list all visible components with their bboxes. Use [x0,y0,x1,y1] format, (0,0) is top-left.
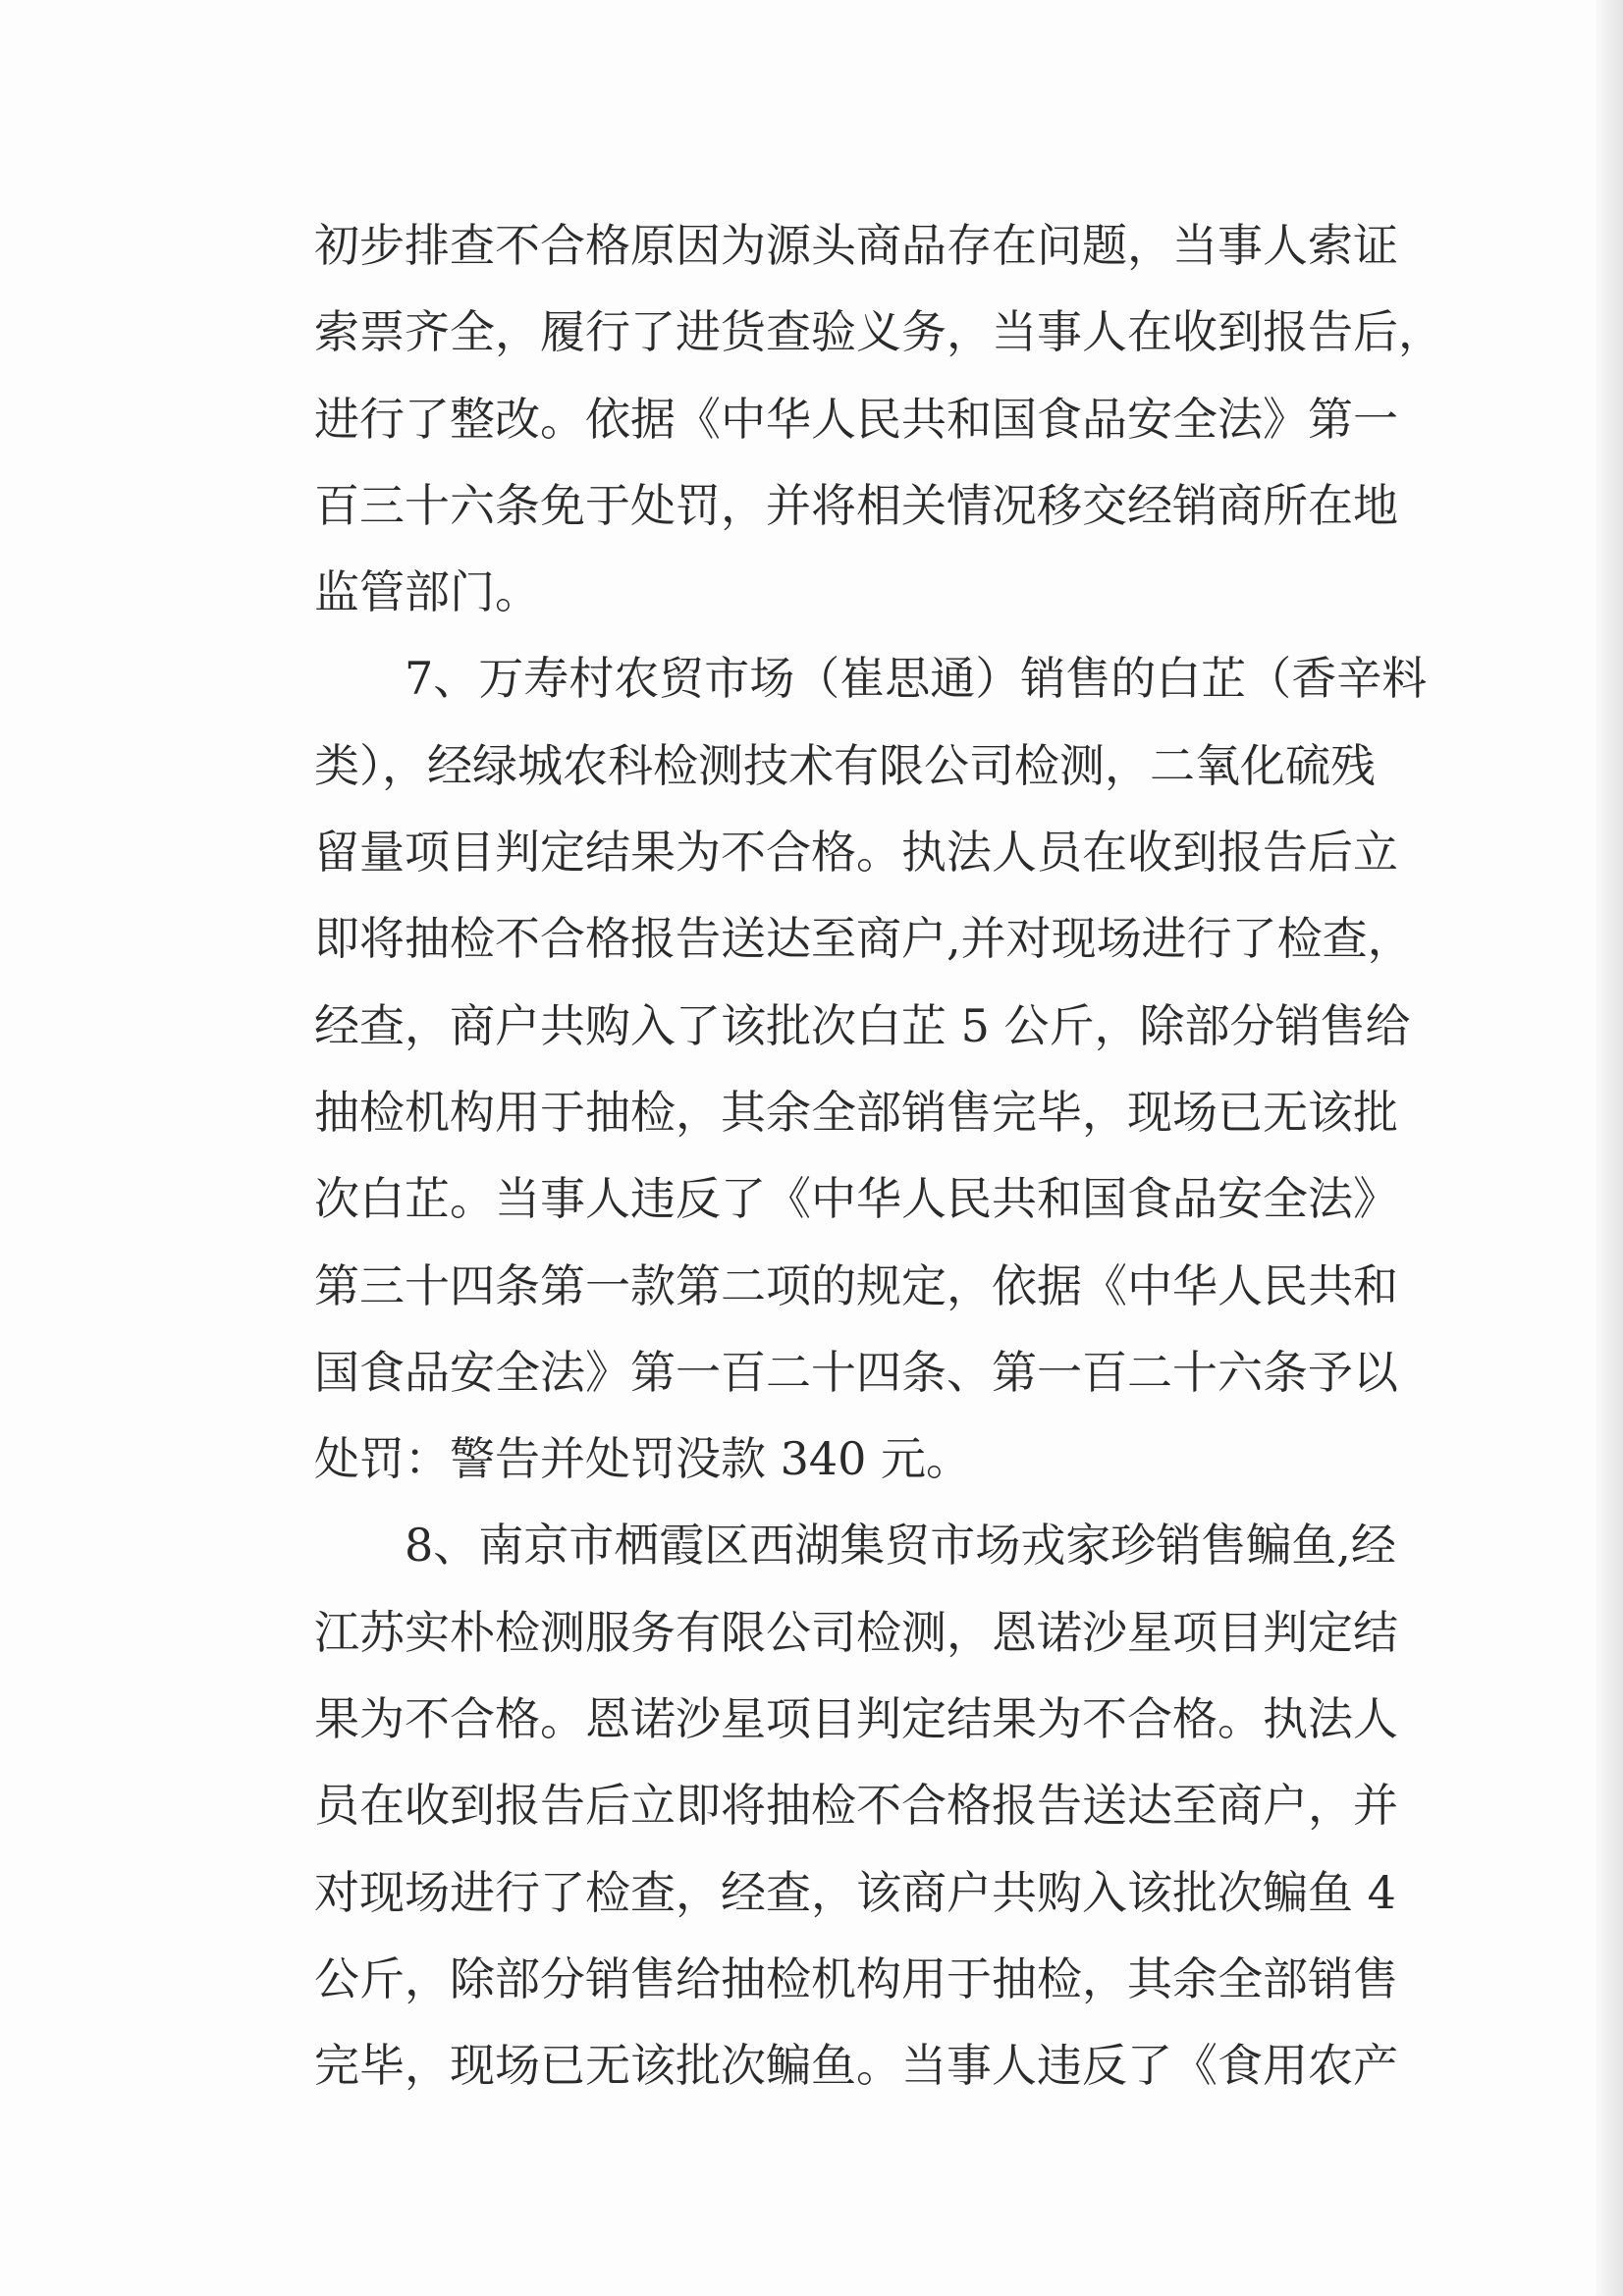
text-line: 果为不合格。恩诺沙星项目判定结果为不合格。执法人 [314,1692,1398,1746]
text-line: 留量项目判定结果为不合格。执法人员在收到报告后立 [314,826,1398,880]
text-line: 百三十六条免于处罚，并将相关情况移交经销商所在地 [314,478,1398,532]
scan-edge-shadow [1596,0,1623,2296]
text-line: 监管部门。 [314,565,540,619]
text-line: 进行了整改。依据《中华人民共和国食品安全法》第一 [314,392,1398,446]
text-line: 抽检机构用于抽检，其余全部销售完毕，现场已无该批 [314,1085,1398,1139]
text-line: 经查，商户共购入了该批次白芷 5 公斤，除部分销售给 [314,998,1411,1052]
text-line: 即将抽检不合格报告送达至商户,并对现场进行了检查， [314,912,1413,966]
text-line: 8、南京市栖霞区西湖集贸市场戎家珍销售鳊鱼,经 [314,1519,1396,1573]
text-line: 国食品安全法》第一百二十四条、第一百二十六条予以 [314,1345,1398,1399]
text-line: 员在收到报告后立即将抽检不合格报告送达至商户，并 [314,1779,1398,1833]
text-line: 次白芷。当事人违反了《中华人民共和国食品安全法》 [314,1172,1398,1226]
text-line: 7、万寿村农贸市场（崔思通）销售的白芷（香辛料 [314,652,1428,706]
text-line: 索票齐全，履行了进货查验义务，当事人在收到报告后， [314,305,1443,359]
document-body [314,202,1443,2109]
text-line: 类），经绿城农科检测技术有限公司检测，二氧化硫残 [314,738,1376,792]
text-line: 完毕，现场已无该批次鳊鱼。当事人违反了《食用农产 [314,2039,1398,2093]
text-line: 第三十四条第一款第二项的规定，依据《中华人民共和 [314,1258,1398,1312]
text-line: 对现场进行了检查，经查，该商户共购入该批次鳊鱼 4 [314,1865,1396,1919]
text-line: 江苏实朴检测服务有限公司检测，恩诺沙星项目判定结 [314,1605,1398,1659]
text-line: 处罚：警告并处罚没款 340 元。 [314,1432,972,1486]
text-line: 公斤，除部分销售给抽检机构用于抽检，其余全部销售 [314,1951,1398,2005]
text-line: 初步排查不合格原因为源头商品存在问题，当事人索证 [314,219,1398,272]
